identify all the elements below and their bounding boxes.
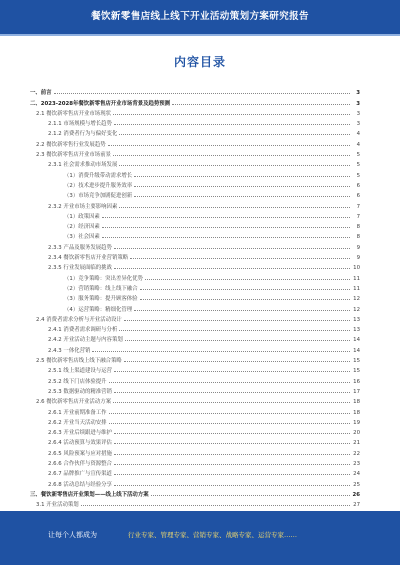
toc-entry[interactable] <box>30 107 360 117</box>
toc-dot-leader <box>114 454 350 455</box>
toc-entry-title: 2.4 消费者需求分析与开业活动设计 <box>36 316 122 323</box>
toc-entry-title: 2.6.6 合作伙伴与资源整合 <box>48 460 112 467</box>
toc-entry-title: 二、2023-2028年餐饮新零售店开业市场背景及趋势预测 <box>30 100 171 107</box>
toc-page-number: 10 <box>353 265 360 272</box>
toc-entry[interactable] <box>30 354 360 364</box>
toc-dot-leader <box>151 495 350 496</box>
toc-entry[interactable] <box>30 395 360 405</box>
toc-entry-title: （4）运营策略：精细化管理 <box>64 306 133 313</box>
toc-entry-title: 一、前言 <box>30 90 52 97</box>
toc-dot-leader <box>124 361 350 362</box>
toc-page-number: 13 <box>353 327 360 334</box>
toc-dot-leader <box>102 227 350 228</box>
toc-entry[interactable] <box>30 282 360 292</box>
toc-entry[interactable] <box>30 385 360 395</box>
toc-page-number: 18 <box>353 409 360 416</box>
toc-entry[interactable] <box>30 199 360 209</box>
toc-dot-leader <box>114 485 350 486</box>
toc-entry[interactable] <box>30 467 360 477</box>
footer-banner <box>0 511 400 565</box>
toc-dot-leader <box>114 124 350 125</box>
toc-page-number: 21 <box>353 440 360 447</box>
toc-entry[interactable] <box>30 323 360 333</box>
toc-entry-title: 三、餐饮新零售店开业策划——线上线下活动方案 <box>30 491 149 498</box>
toc-dot-leader <box>114 443 350 444</box>
toc-entry[interactable] <box>30 168 360 178</box>
toc-page-number: 22 <box>353 450 360 457</box>
toc-entry[interactable] <box>30 86 360 96</box>
toc-page-number: 6 <box>356 193 360 200</box>
toc-dot-leader <box>125 340 350 341</box>
toc-entry[interactable] <box>30 343 360 353</box>
toc-page-number: 4 <box>356 131 360 138</box>
toc-entry-title: 2.1 餐饮新零售店开业市场现状 <box>36 110 111 117</box>
toc-entry-title: 2.3.2 开业市场主要影响因素 <box>48 203 118 210</box>
toc-entry[interactable] <box>30 189 360 199</box>
toc-dot-leader <box>124 320 350 321</box>
toc-entry-title: 2.5 餐饮新零售店线上线下融合策略 <box>36 358 122 365</box>
toc-entry-title: 3.1 开业活动策划 <box>36 502 79 509</box>
toc-dot-leader <box>102 237 350 238</box>
toc-entry[interactable] <box>30 302 360 312</box>
toc-page-number: 12 <box>353 296 360 303</box>
toc-entry-title: （1）消费升级带动需求增长 <box>64 172 133 179</box>
toc-dot-leader <box>114 248 350 249</box>
toc-dot-leader <box>134 310 350 311</box>
toc-page-number: 23 <box>353 460 360 467</box>
toc-page-number: 3 <box>356 90 360 97</box>
toc-entry-title: 2.6.4 活动预算与效果评估 <box>48 440 112 447</box>
toc-entry-title: 2.4.3 一体化营销 <box>48 347 91 354</box>
toc-entry-title: 2.5.3 数据驱动的精准营销 <box>48 388 112 395</box>
toc-entry[interactable] <box>30 405 360 415</box>
toc-dot-leader <box>114 474 350 475</box>
toc-dot-leader <box>92 351 350 352</box>
toc-entry[interactable] <box>30 230 360 240</box>
toc-dot-leader <box>172 104 350 105</box>
toc-page-number: 15 <box>353 358 360 365</box>
toc-dot-leader <box>109 413 350 414</box>
toc-page-number: 13 <box>353 316 360 323</box>
toc-page-number: 26 <box>352 491 360 498</box>
toc-dot-leader <box>102 217 350 218</box>
toc-entry-title: 2.6.3 开业后续跟进与维护 <box>48 430 112 437</box>
toc-entry[interactable] <box>30 488 360 498</box>
toc-page-number: 8 <box>356 224 360 231</box>
header-accent-line <box>0 34 400 36</box>
toc-page-number: 15 <box>353 368 360 375</box>
toc-entry-title: 2.1.2 消费者行为与偏好变化 <box>48 131 118 138</box>
toc-entry-title: 2.4.1 消费者需求调研与分析 <box>48 327 118 334</box>
toc-entry-title: （2）经济因素 <box>64 224 100 231</box>
toc-entry-title: 2.6.8 活动总结与经验分享 <box>48 481 112 488</box>
toc-dot-leader <box>81 505 350 506</box>
toc-dot-leader <box>113 114 350 115</box>
toc-dot-leader <box>119 207 350 208</box>
toc-entry-title: 2.6.5 风险预案与应对措施 <box>48 450 112 457</box>
toc-entry[interactable] <box>30 240 360 250</box>
report-title: 餐饮新零售店线上线下开业活动策划方案研究报告 <box>91 11 309 22</box>
toc-dot-leader <box>130 258 350 259</box>
toc-page-number: 14 <box>353 347 360 354</box>
toc-dot-leader <box>134 196 350 197</box>
toc-page-number: 9 <box>356 255 360 262</box>
toc-entry[interactable] <box>30 292 360 302</box>
toc-entry[interactable] <box>30 117 360 127</box>
toc-page-number: 18 <box>353 399 360 406</box>
toc-page-number: 5 <box>356 152 360 159</box>
footer-slogan: 让每个人都成为 <box>48 531 97 539</box>
toc-dot-leader <box>114 392 350 393</box>
toc-dot-leader <box>113 402 350 403</box>
toc-page-number: 19 <box>353 419 360 426</box>
toc-dot-leader <box>119 330 350 331</box>
toc-page-number: 27 <box>353 502 360 509</box>
toc-page-number: 7 <box>356 213 360 220</box>
toc-dot-leader <box>113 155 350 156</box>
toc-entry-title: 2.3.1 社会需求推动市场发展 <box>48 162 118 169</box>
toc-dot-leader <box>119 165 350 166</box>
toc-entry[interactable] <box>30 96 360 106</box>
toc-entry-title: 2.6.2 开业当天活动安排 <box>48 419 107 426</box>
toc-entry[interactable] <box>30 477 360 487</box>
toc-entry[interactable] <box>30 148 360 158</box>
toc-dot-leader <box>140 289 350 290</box>
toc-dot-leader <box>114 371 350 372</box>
toc-heading: 内容目录 <box>173 55 226 69</box>
toc-page-number: 25 <box>353 481 360 488</box>
toc-entry[interactable] <box>30 426 360 436</box>
toc-entry[interactable] <box>30 220 360 230</box>
toc-entry[interactable] <box>30 416 360 426</box>
toc-dot-leader <box>145 279 350 280</box>
toc-dot-leader <box>134 186 350 187</box>
toc-entry[interactable] <box>30 374 360 384</box>
report-header-banner <box>0 0 400 34</box>
toc-page-number: 7 <box>356 203 360 210</box>
toc-entry-title: （1）竞争策略：突出差异化优势 <box>64 275 143 282</box>
toc-entry-title: 2.6.1 开业前期准备工作 <box>48 409 107 416</box>
toc-dot-leader <box>109 382 350 383</box>
toc-entry-title: 2.4.2 开业活动主题与内容策划 <box>48 337 123 344</box>
toc-page-number: 17 <box>353 388 360 395</box>
toc-page-number: 4 <box>356 141 360 148</box>
toc-entry-title: 2.3.5 行业发展面临的挑战 <box>48 265 112 272</box>
toc-entry-title: （2）营销策略：线上线下融合 <box>64 285 138 292</box>
toc-entry[interactable] <box>30 446 360 456</box>
toc-dot-leader <box>140 299 350 300</box>
toc-entry[interactable] <box>30 251 360 261</box>
toc-page-number: 20 <box>353 430 360 437</box>
toc-entry-title: 2.5.2 线下门店体验提升 <box>48 378 107 385</box>
table-of-contents <box>30 86 360 508</box>
toc-page-number: 6 <box>356 182 360 189</box>
toc-entry-title: 2.1.1 市场规模与增长趋势 <box>48 121 112 128</box>
toc-entry[interactable] <box>30 436 360 446</box>
toc-entry[interactable] <box>30 158 360 168</box>
toc-entry-title: （3）社会因素 <box>64 234 100 241</box>
toc-entry[interactable] <box>30 179 360 189</box>
toc-dot-leader <box>119 134 350 135</box>
toc-entry[interactable] <box>30 271 360 281</box>
toc-page-number: 5 <box>356 172 360 179</box>
toc-entry[interactable] <box>30 313 360 323</box>
toc-entry-title: 2.3.3 产品及服务发展趋势 <box>48 244 112 251</box>
footer-expert-list: 行业专家、管理专家、营销专家、战略专家、运营专家…… <box>128 531 297 539</box>
toc-page-number: 14 <box>353 337 360 344</box>
toc-dot-leader <box>109 423 350 424</box>
toc-dot-leader <box>114 433 350 434</box>
toc-dot-leader <box>108 145 350 146</box>
toc-page-number: 16 <box>353 378 360 385</box>
toc-entry-title: 2.3 餐饮新零售店开业市场前景 <box>36 152 111 159</box>
toc-page-number: 11 <box>353 275 360 282</box>
toc-page-number: 3 <box>356 110 360 117</box>
toc-page-number: 5 <box>356 162 360 169</box>
toc-entry[interactable] <box>30 137 360 147</box>
toc-entry-title: （2）技术进步提升服务效率 <box>64 182 133 189</box>
toc-page-number: 8 <box>356 234 360 241</box>
toc-entry[interactable] <box>30 127 360 137</box>
toc-dot-leader <box>114 464 350 465</box>
toc-page-number: 12 <box>353 306 360 313</box>
toc-page-number: 3 <box>356 100 360 107</box>
toc-dot-leader <box>114 268 350 269</box>
toc-page-number: 24 <box>353 471 360 478</box>
toc-dot-leader <box>54 93 350 94</box>
toc-entry-title: 2.5.1 线上渠道建设与运营 <box>48 368 112 375</box>
toc-entry[interactable] <box>30 333 360 343</box>
toc-dot-leader <box>134 176 350 177</box>
toc-page-number: 11 <box>353 285 360 292</box>
toc-entry[interactable] <box>30 457 360 467</box>
toc-entry[interactable] <box>30 364 360 374</box>
toc-entry-title: 2.6 餐饮新零售店开业活动方案 <box>36 399 111 406</box>
toc-entry-title: （3）服务策略：提升顾客体验 <box>64 296 138 303</box>
toc-entry-title: （3）市场竞争加剧促进创新 <box>64 193 133 200</box>
toc-entry[interactable] <box>30 498 360 508</box>
toc-entry-title: 2.2 餐饮新零售行业发展趋势 <box>36 141 106 148</box>
toc-entry[interactable] <box>30 210 360 220</box>
toc-entry-title: （1）政策因素 <box>64 213 100 220</box>
toc-entry-title: 2.3.4 餐饮新零售店开业营销策略 <box>48 255 129 262</box>
toc-page-number: 9 <box>356 244 360 251</box>
toc-page-number: 3 <box>356 121 360 128</box>
toc-entry[interactable] <box>30 261 360 271</box>
toc-entry-title: 2.6.7 品牌推广与宣传渠道 <box>48 471 112 478</box>
